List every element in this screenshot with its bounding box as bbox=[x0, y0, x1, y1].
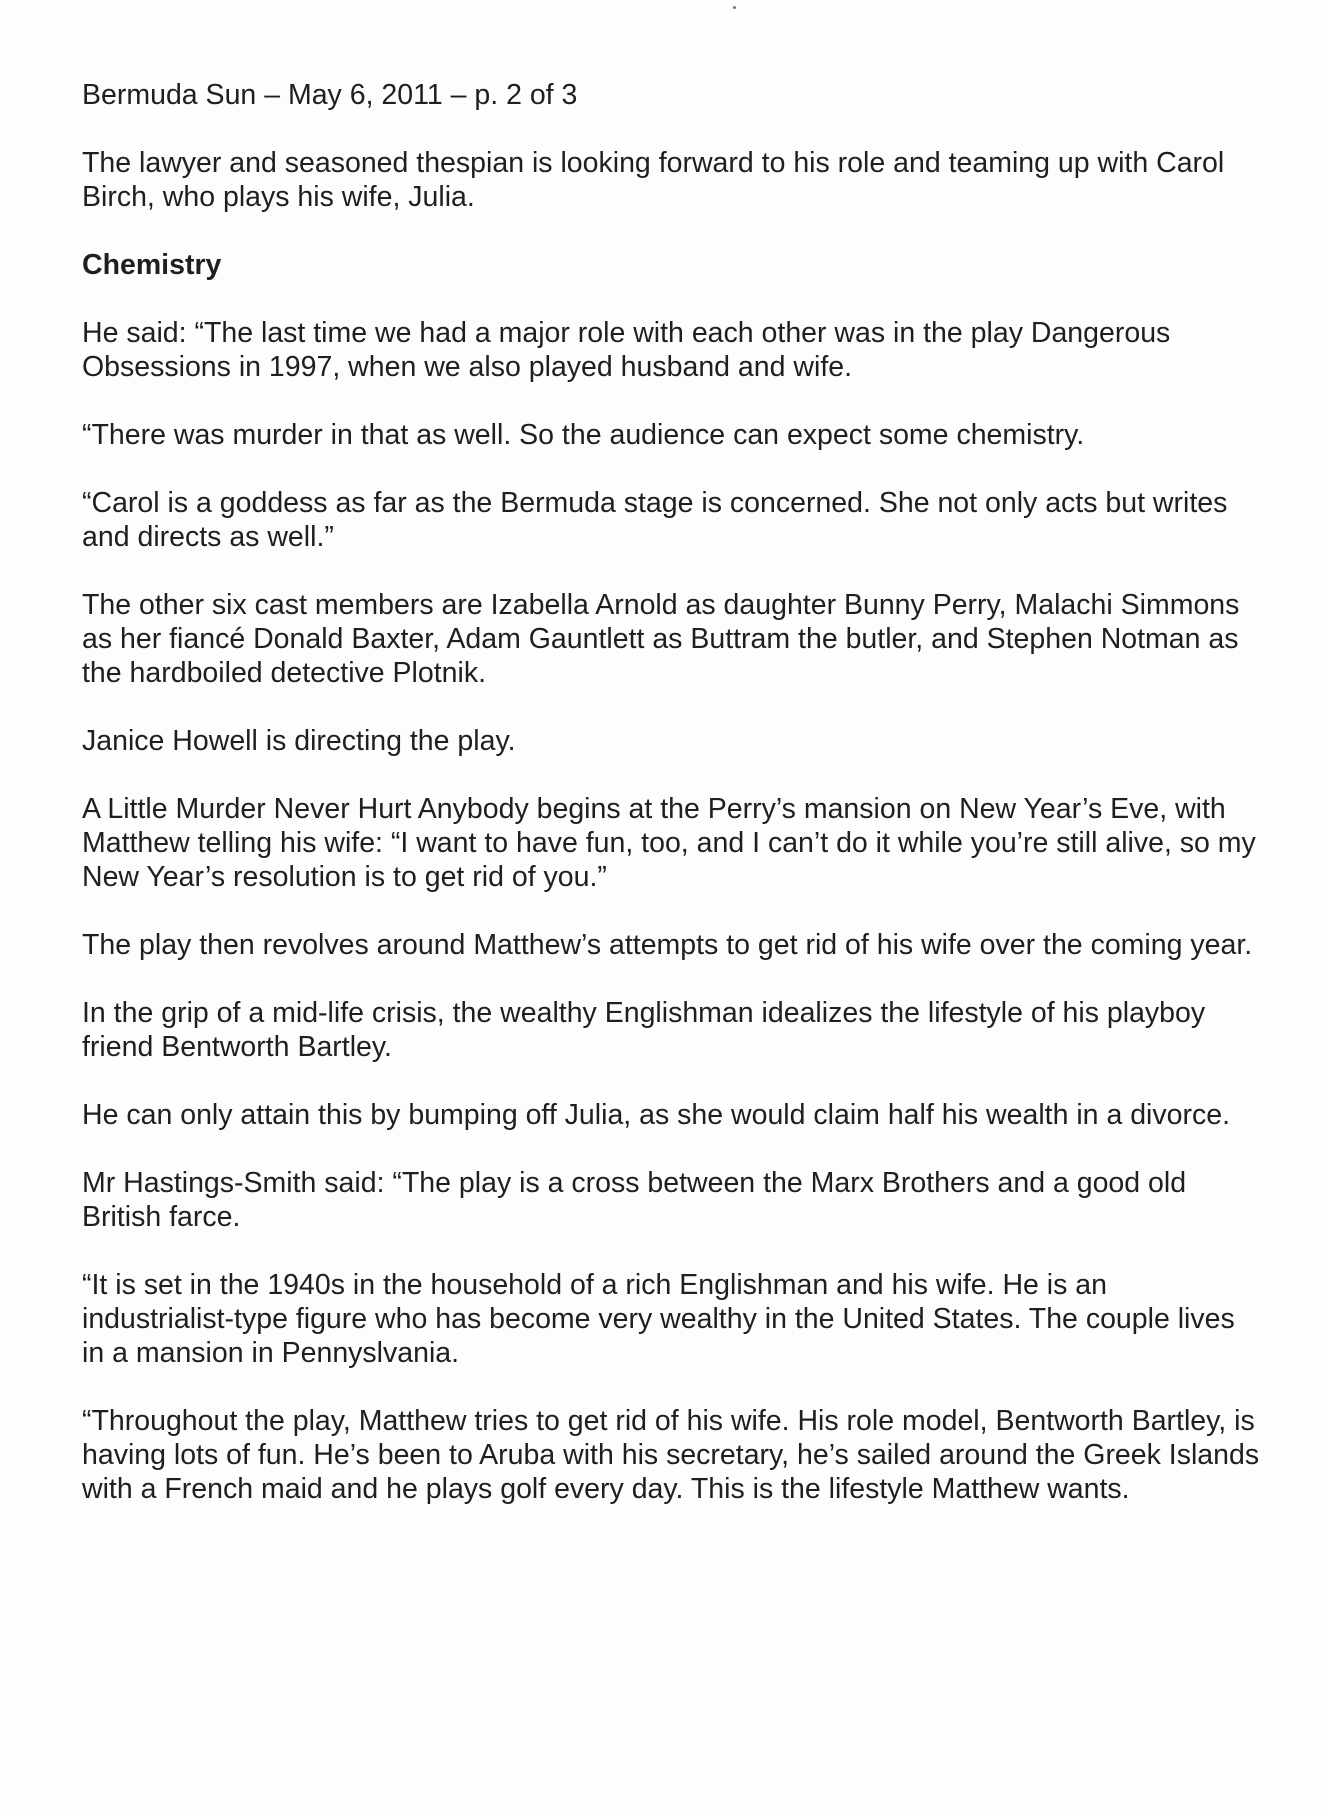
paragraph-5: The other six cast members are Izabella Arnold as daughter Bunny Perry, Malachi Simmons as her fiancé Donald Baxter, Adam Gauntlett as Buttram the butler, and Stephen Notman as the hardboiled detective Plotnik. bbox=[82, 589, 1240, 689]
paragraph-6: Janice Howell is directing the play. bbox=[82, 725, 516, 757]
paragraph-11: Mr Hastings-Smith said: “The play is a cross between the Marx Brothers and a good old British farce. bbox=[82, 1167, 1187, 1233]
paragraph-12: “It is set in the 1940s in the household of a rich Englishman and his wife. He is an industrialist-type figure who has become very wealthy in the United States. The couple lives in a mansion in Pennyslvania. bbox=[82, 1269, 1235, 1369]
scan-speck bbox=[733, 6, 736, 9]
paragraph-4: “Carol is a goddess as far as the Bermuda stage is concerned. She not only acts but writes and directs as well.” bbox=[82, 487, 1228, 553]
paragraph-9: In the grip of a mid-life crisis, the wealthy Englishman idealizes the lifestyle of his playboy friend Bentworth Bartley. bbox=[82, 997, 1206, 1063]
paragraph-2: He said: “The last time we had a major role with each other was in the play Dangerous Obsessions in 1997, when we also played husband and wife. bbox=[82, 317, 1171, 383]
paragraph-3: “There was murder in that as well. So the audience can expect some chemistry. bbox=[82, 419, 1085, 451]
article-body bbox=[82, 78, 1262, 1540]
paragraph-8: The play then revolves around Matthew’s attempts to get rid of his wife over the coming year. bbox=[82, 929, 1253, 961]
paragraph-10: He can only attain this by bumping off Julia, as she would claim half his wealth in a divorce. bbox=[82, 1099, 1231, 1131]
section-heading: Chemistry bbox=[82, 249, 222, 281]
page-header: Bermuda Sun – May 6, 2011 – p. 2 of 3 bbox=[82, 79, 578, 111]
paragraph-1: The lawyer and seasoned thespian is looking forward to his role and teaming up with Carol Birch, who plays his wife, Julia. bbox=[82, 147, 1225, 213]
paragraph-7: A Little Murder Never Hurt Anybody begins at the Perry’s mansion on New Year’s Eve, with Matthew telling his wife: “I want to have fun, too, and I can’t do it while you’re still alive, so my New Year’s resolution is to get rid of you.” bbox=[82, 793, 1256, 893]
paragraph-13: “Throughout the play, Matthew tries to get rid of his wife. His role model, Bentworth Bartley, is having lots of fun. He’s been to Aruba with his secretary, he’s sailed around the Greek Islands with a French maid and he plays golf every day. This is the lifestyle Matthew wants. bbox=[82, 1405, 1260, 1505]
